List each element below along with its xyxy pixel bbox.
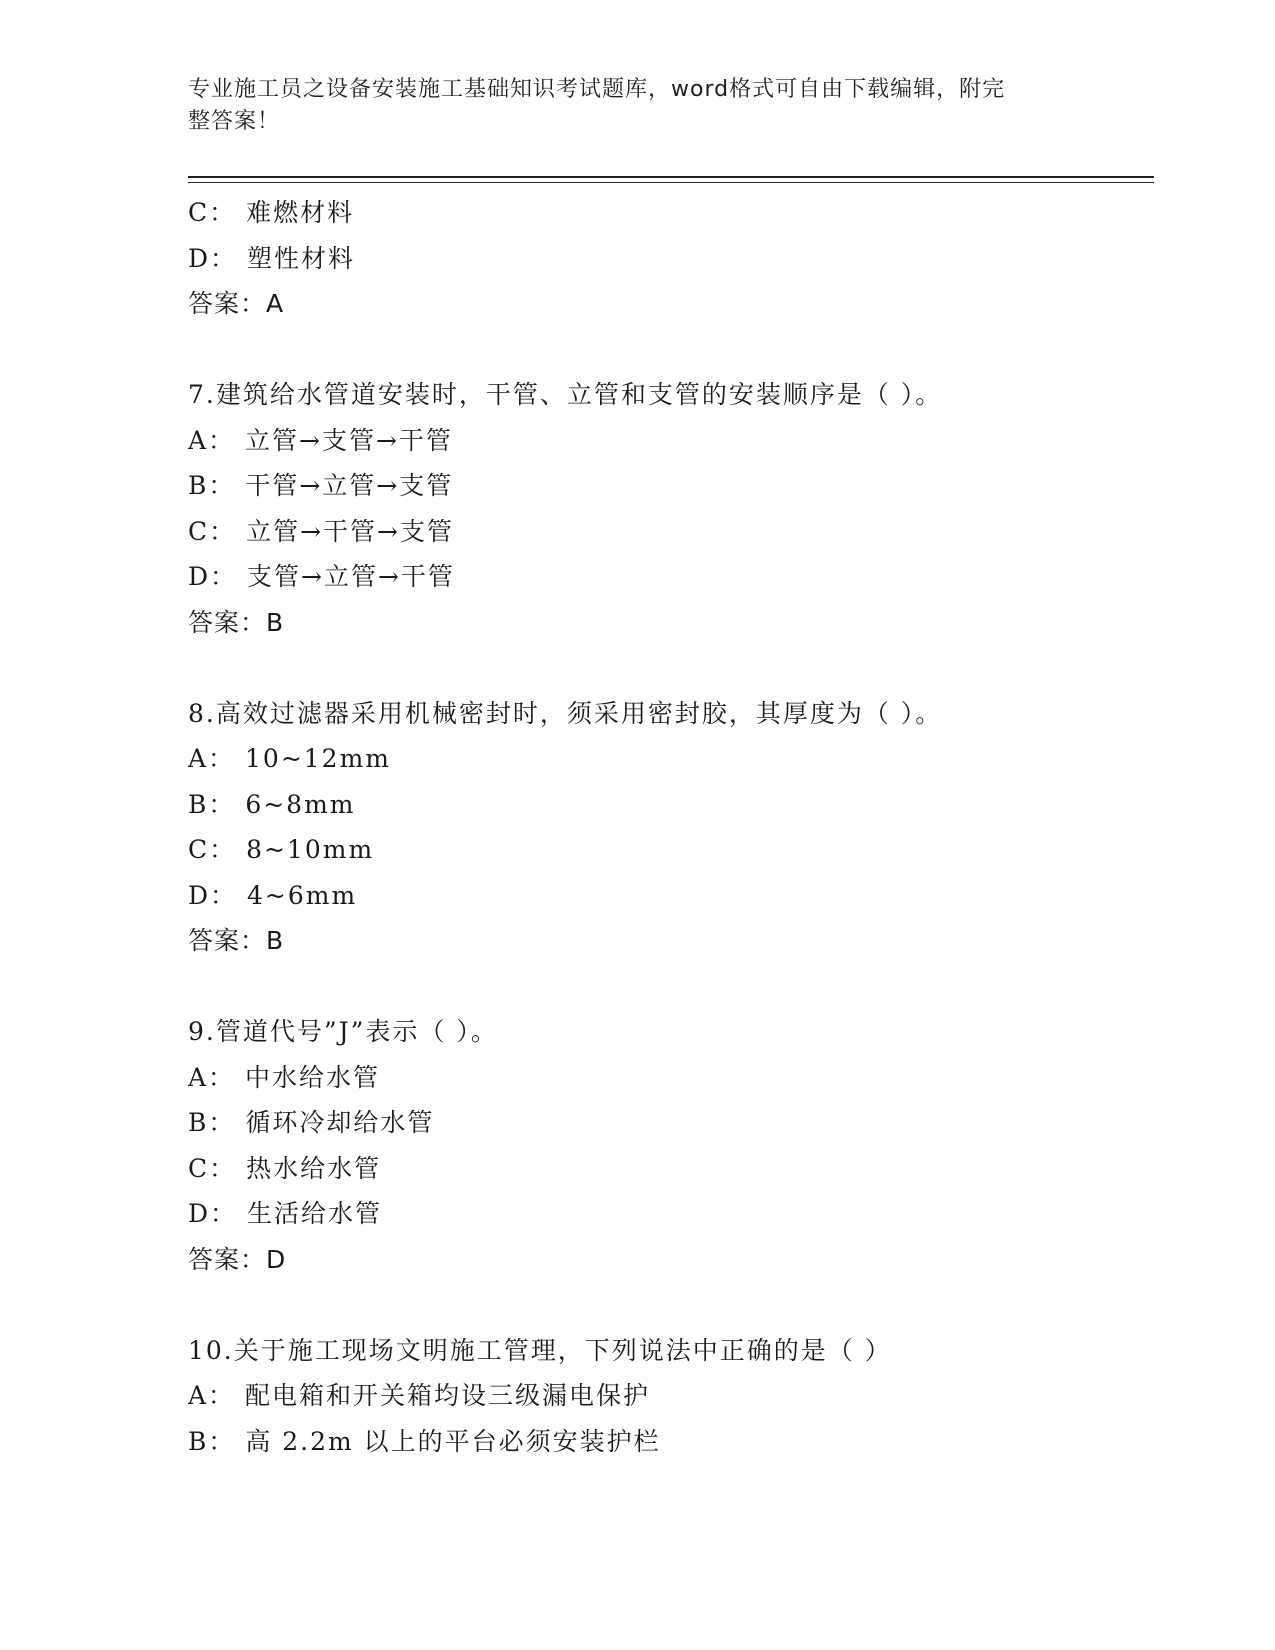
spacer — [188, 964, 1154, 1010]
q8-question: 8.高效过滤器采用机械密封时，须采用密封胶，其厚度为（ ）。 — [188, 698, 943, 728]
q7-option-d: D： 支管→立管→干管 — [188, 562, 455, 591]
question-10 — [188, 1328, 1154, 1465]
q10-option-a: A： 配电箱和开关箱均设三级漏电保护 — [188, 1381, 651, 1410]
spacer — [188, 327, 1154, 373]
q9-option-b: B： 循环冷却给水管 — [188, 1108, 435, 1137]
q6-option-c: C： 难燃材料 — [188, 198, 355, 227]
q9-option-d: D： 生活给水管 — [188, 1199, 382, 1228]
q8-option-b: B： 6~8mm — [188, 789, 356, 819]
q8-option-a: A： 10~12mm — [188, 744, 391, 773]
q10-option-b: B： 高 2.2m 以上的平台必须安装护栏 — [188, 1426, 661, 1456]
q7-question: 7.建筑给水管道安装时，干管、立管和支管的安装顺序是（ ）。 — [188, 380, 943, 409]
question-7 — [188, 372, 1154, 645]
q6-answer: 答案：A — [188, 289, 285, 318]
spacer — [188, 1282, 1154, 1328]
question-list — [188, 190, 1154, 1464]
q8-option-d: D： 4~6mm — [188, 880, 358, 910]
q6-option-d: D： 塑性材料 — [188, 243, 355, 273]
q8-answer: 答案：B — [188, 926, 285, 955]
header-title-line-2: 整答案！ — [188, 109, 281, 134]
document-header — [188, 74, 1068, 138]
q7-option-b: B： 干管→立管→支管 — [188, 471, 454, 500]
question-6 — [188, 190, 1154, 327]
q9-option-c: C： 热水给水管 — [188, 1153, 382, 1183]
q9-option-a: A： 中水给水管 — [188, 1062, 381, 1092]
header-title-line-1: 专业施工员之设备安装施工基础知识考试题库，word格式可自由下载编辑，附完 — [188, 77, 1006, 102]
q9-question: 9.管道代号”J”表示（ ）。 — [188, 1017, 498, 1046]
q7-option-a: A： 立管→支管→干管 — [188, 425, 453, 455]
q8-option-c: C： 8~10mm — [188, 835, 375, 864]
q10-question: 10.关于施工现场文明施工管理，下列说法中正确的是（ ） — [188, 1335, 892, 1365]
spacer — [188, 645, 1154, 691]
header-rule-thick — [188, 176, 1154, 178]
q9-answer: 答案：D — [188, 1244, 287, 1274]
question-9 — [188, 1009, 1154, 1282]
q7-answer: 答案：B — [188, 607, 285, 637]
header-rule-thin — [188, 182, 1154, 183]
q7-option-c: C： 立管→干管→支管 — [188, 516, 454, 546]
question-8 — [188, 691, 1154, 964]
